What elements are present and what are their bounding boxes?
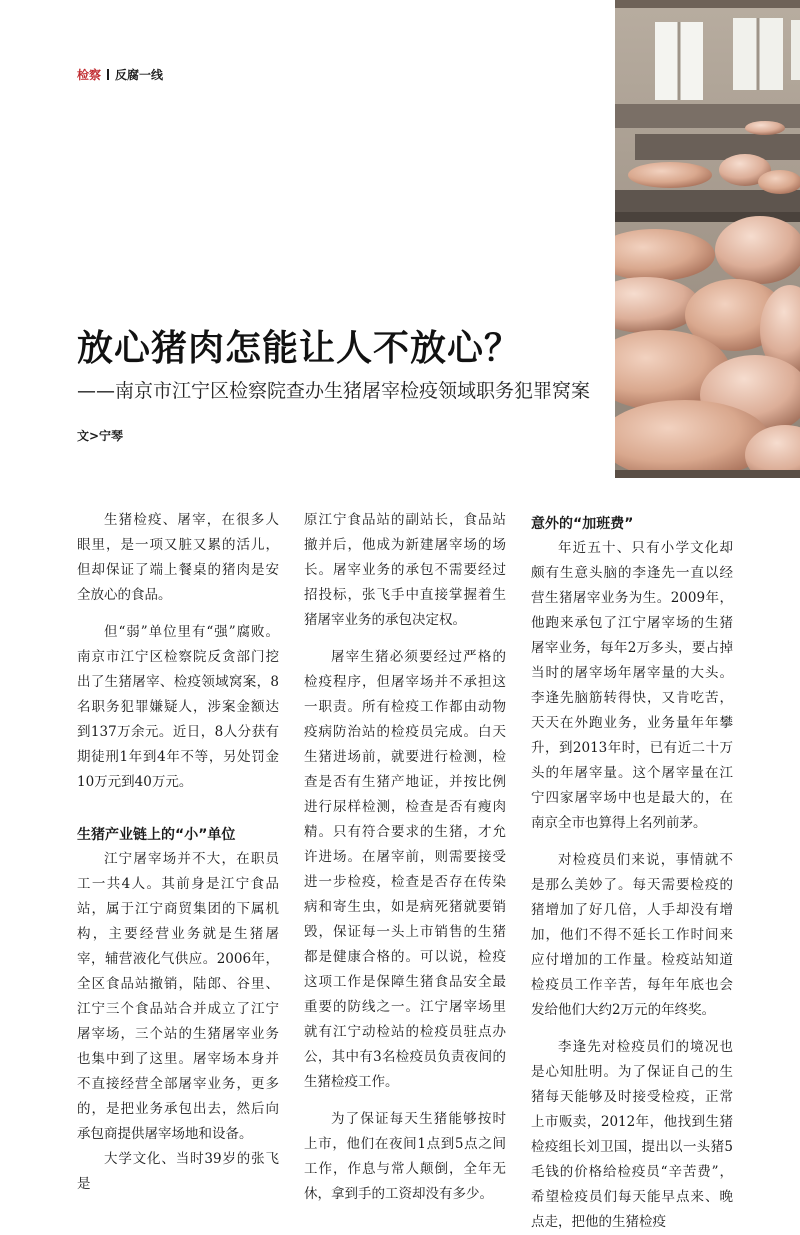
- section-separator: [107, 69, 109, 80]
- paragraph: 但“弱”单位里有“强”腐败。南京市江宁区检察院反贪部门挖出了生猪屠宰、检疫领域窝案，8名职务犯罪嫌疑人，涉案金额达到137万余元。近日，8人分获有期徒刑1年到4年不等，另处罚金10万元到40万元。: [77, 624, 279, 790]
- paragraph: 生猪检疫、屠宰，在很多人眼里，是一项又脏又累的活儿，但却保证了端上餐桌的猪肉是安全放心的食品。: [77, 512, 279, 603]
- article-byline: 文>宁琴: [77, 429, 124, 443]
- paragraph: 对检疫员们来说，事情就不是那么美妙了。每天需要检疫的猪增加了好几倍，人手却没有增加，他们不得不延长工作时间来应付增加的工作量。检疫站知道检疫员工作辛苦，每年年底也会发给他们大约2万元的年终奖。: [531, 852, 733, 1018]
- paragraph: 为了保证每天生猪能够按时上市，他们在夜间1点到5点之间工作，作息与常人颠倒，全年无休，拿到手的工资却没有多少。: [304, 1111, 506, 1202]
- section-heading: 意外的“加班费”: [531, 516, 634, 532]
- paragraph: 李逢先对检疫员们的境况也是心知肚明。为了保证自己的生猪每天能够及时接受检疫，正常上市贩卖，2012年，他找到生猪检疫组长刘卫国，提出以一头猪5毛钱的价格给检疫员“辛苦费”，希望检疫员们每天能早点来、晚点走，把他的生猪检疫: [531, 1039, 733, 1230]
- paragraph: 江宁屠宰场并不大，在职员工一共4人。其前身是江宁食品站，属于江宁商贸集团的下属机构，主要经营业务就是生猪屠宰，辅营液化气供应。2006年，全区食品站撤销，陆郎、谷里、江宁三个食品站合并成立了江宁屠宰场，三个站的生猪屠宰业务也集中到了这里。屠宰场本身并不直接经营全部屠宰业务，更多的，是把业务承包出去，然后向承包商提供屠宰场地和设备。: [77, 851, 279, 1142]
- section-heading: 生猪产业链上的“小”单位: [77, 827, 236, 843]
- section-label: 检察: [77, 68, 102, 82]
- header-photo-pigs: [615, 0, 800, 478]
- paragraph: 大学文化、当时39岁的张飞是: [77, 1151, 279, 1192]
- article-title: 放心猪肉怎能让人不放心？: [77, 328, 522, 369]
- body-column-1: [77, 508, 279, 1197]
- paragraph: 原江宁食品站的副站长，食品站撤并后，他成为新建屠宰场的场长。屠宰业务的承包不需要经过招投标，张飞手中直接掌握着生猪屠宰业务的承包决定权。: [304, 512, 506, 628]
- column-label: 反腐一线: [115, 68, 164, 82]
- paragraph: 年近五十、只有小学文化却颇有生意头脑的李逢先一直以经营生猪屠宰业务为生。2009年，他跑来承包了江宁屠宰场的生猪屠宰业务，每年2万多头，要占掉当时的屠宰场年屠宰量的大头。李逢先脑筋转得快，又肯吃苦，天天在外跑业务，业务量年年攀升，到2013年时，已有近二十万头的年屠宰量。这个屠宰量在江宁四家屠宰场中也是最大的，在南京全市也算得上名列前茅。: [531, 540, 733, 831]
- body-column-3: [531, 512, 733, 1235]
- body-column-2: [304, 508, 506, 1207]
- article-subtitle: ——南京市江宁区检察院查办生猪屠宰检疫领域职务犯罪窝案: [77, 380, 591, 402]
- section-tag: [77, 66, 163, 83]
- paragraph: 屠宰生猪必须要经过严格的检疫程序，但屠宰场并不承担这一职责。所有检疫工作都由动物疫病防治站的检疫员完成。白天生猪进场前，就要进行检测，检查是否有生猪产地证，并按比例进行尿样检测，检查是否有瘦肉精。只有符合要求的生猪，才允许进场。在屠宰前，则需要接受进一步检疫，检查是否存在传染病和寄生虫，如是病死猪就要销毁，保证每一头上市销售的生猪都是健康合格的。可以说，检疫这项工作是保障生猪食品安全最重要的防线之一。江宁屠宰场里就有江宁动检站的检疫员驻点办公，其中有3名检疫员负责夜间的生猪检疫工作。: [304, 649, 506, 1090]
